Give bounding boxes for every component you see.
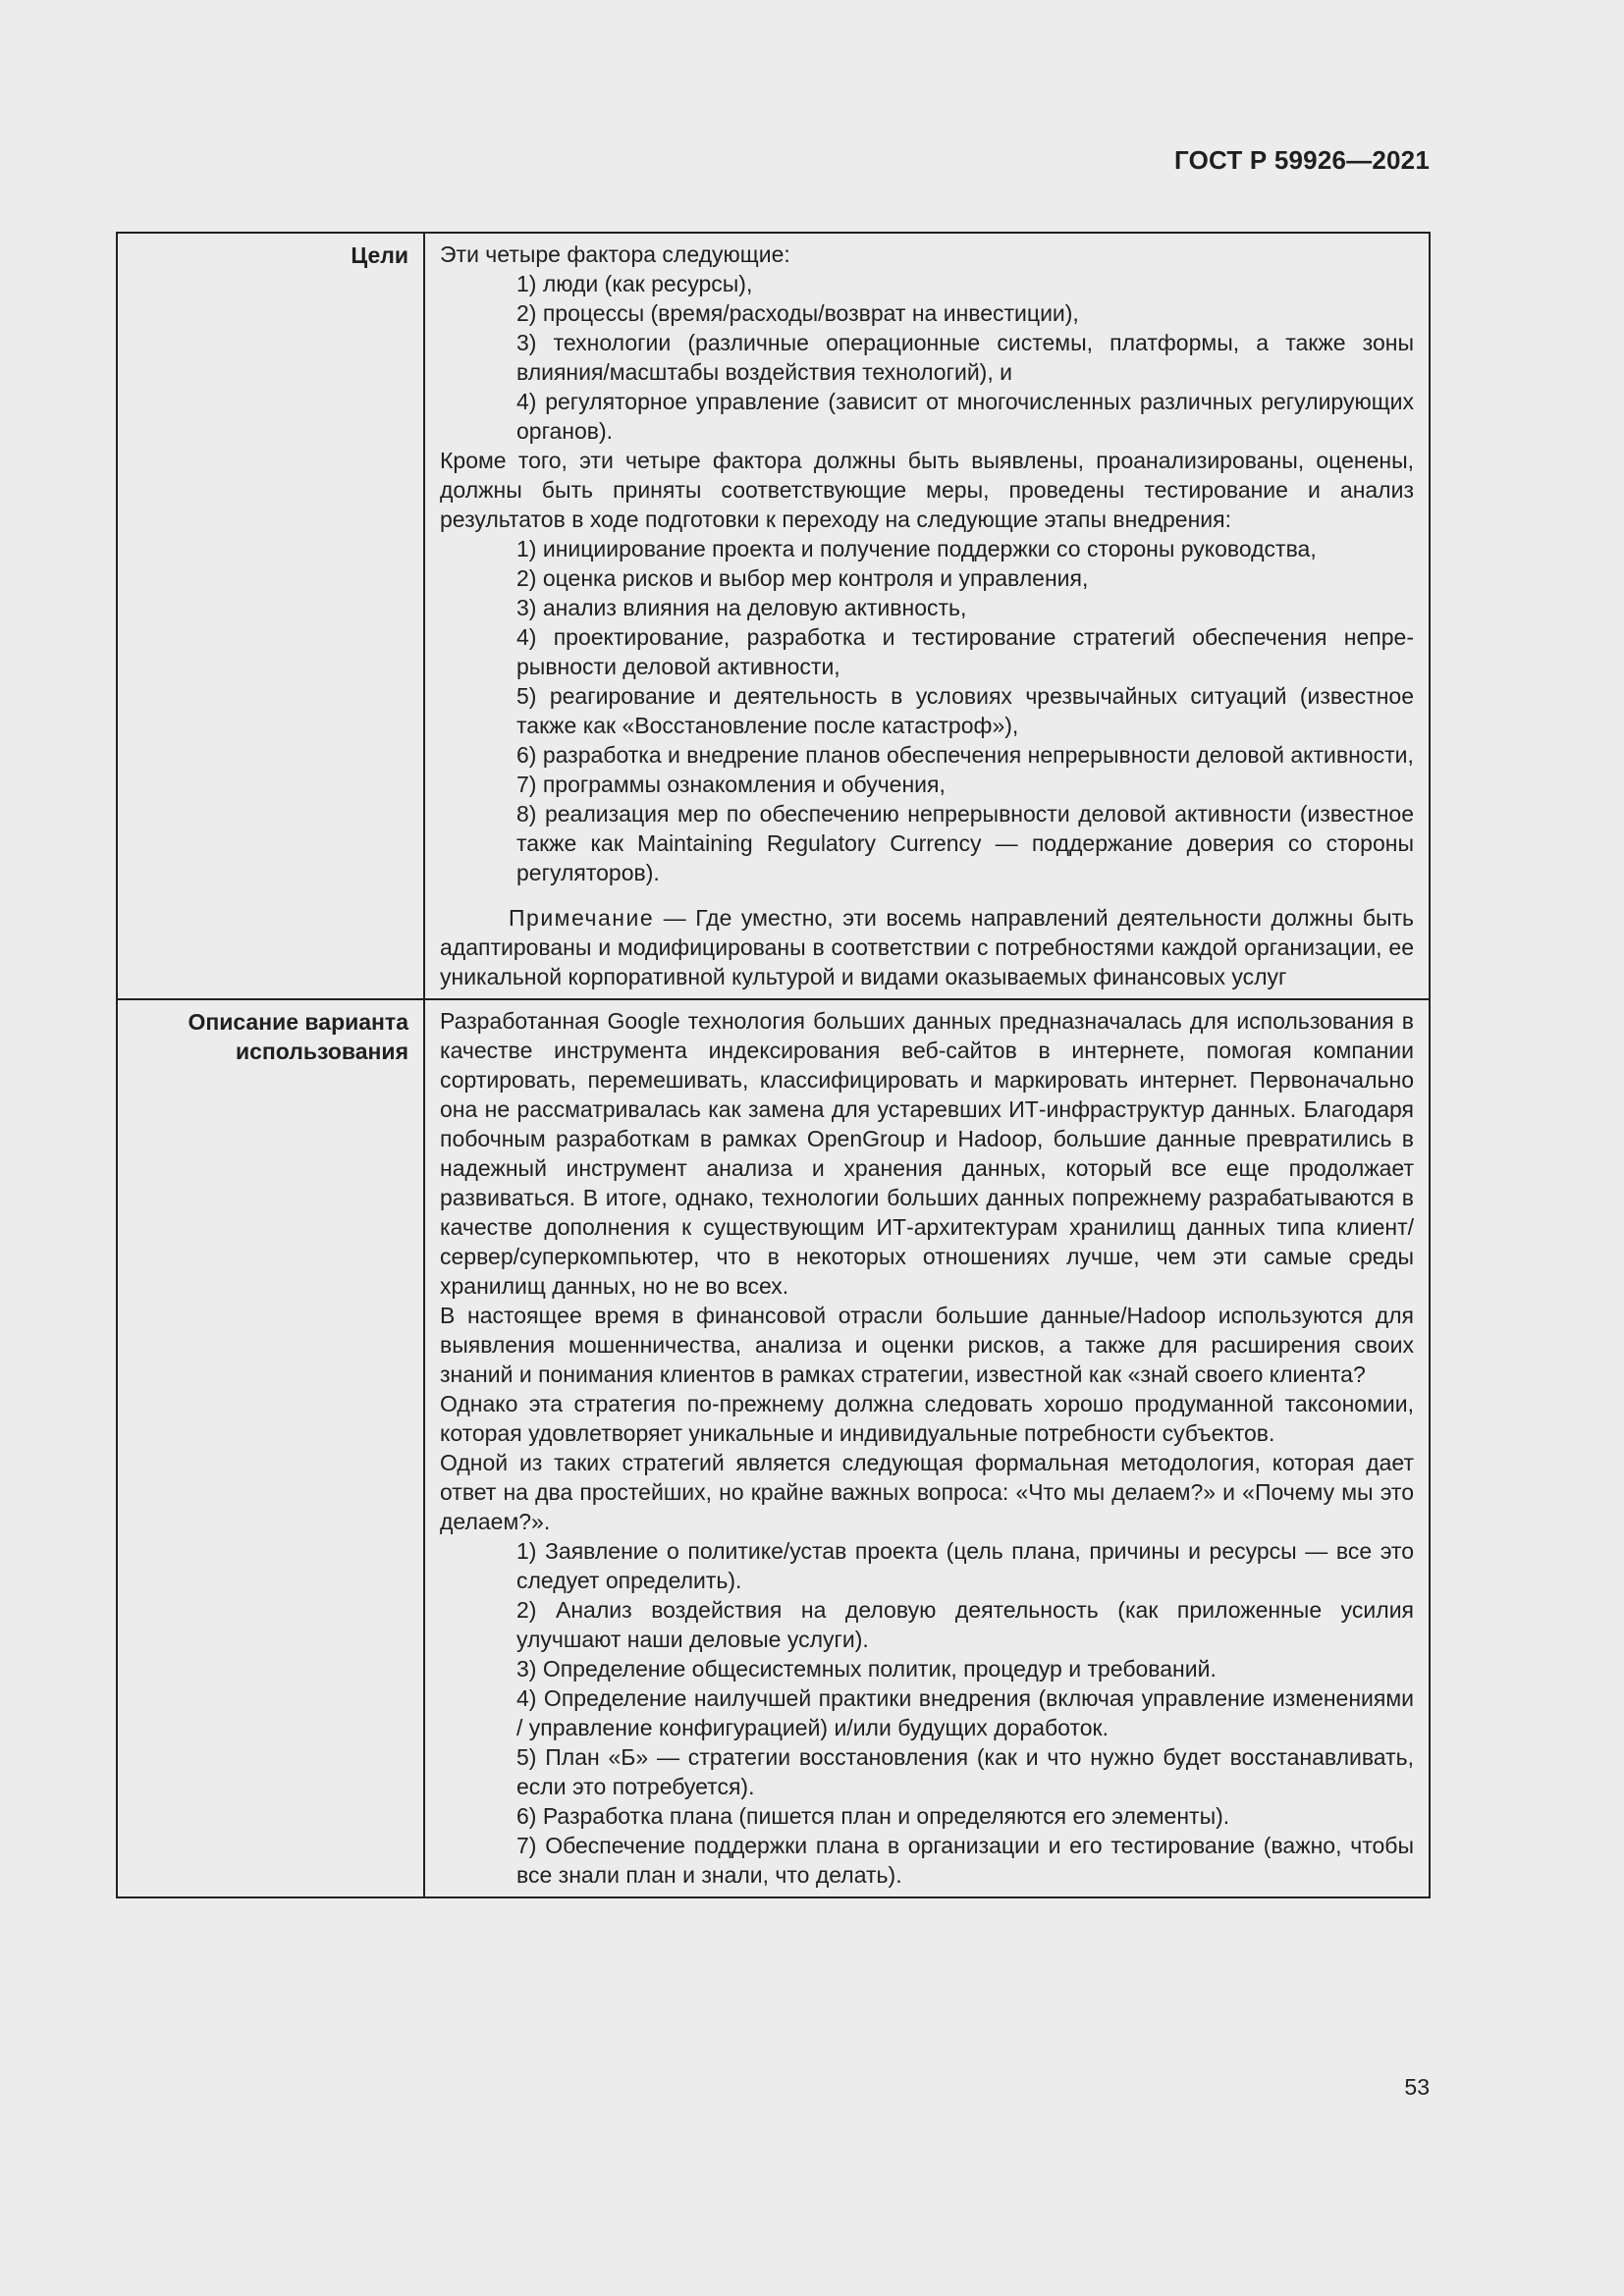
factor-item: 4) регуляторное управление (зависит от многочисленных различных регулирующих органов). bbox=[516, 389, 1414, 444]
stages-intro: Кроме того, эти четыре фактора должны быть выявлены, проанализированы, оценены, должны быть приняты соответствующие меры, проведены тестирование и анализ результатов в ходе подготовки к переходу на следующие этапы внедрения: bbox=[440, 448, 1414, 532]
row-content-goals bbox=[424, 233, 1430, 999]
stage-item: 1) инициирование проекта и получение поддержки со стороны руководства, bbox=[516, 536, 1317, 561]
methodology-step: 6) Разработка плана (пишется план и определяются его элементы). bbox=[516, 1803, 1230, 1829]
use-case-paragraph: Одной из таких стратегий является следующая формальная методология, которая дает ответ на два простейших, но крайне важных вопроса: «Что мы делаем?» и «Почему мы это делаем?». bbox=[440, 1450, 1414, 1534]
row-content-use-case bbox=[424, 999, 1430, 1897]
stage-item: 5) реагирование и деятельность в условиях чрезвычайных ситуаций (известное также как «Восстановление после катастроф»), bbox=[516, 683, 1414, 738]
stage-item: 6) разработка и внедрение планов обеспечения непрерывности деловой активности, bbox=[516, 742, 1414, 768]
specification-table bbox=[116, 232, 1431, 1898]
stage-item: 3) анализ влияния на деловую активность, bbox=[516, 595, 967, 620]
methodology-step: 5) План «Б» — стратегии восстановления (как и что нужно будет восстанавливать, если это потребуется). bbox=[516, 1744, 1414, 1799]
page-number: 53 bbox=[1404, 2074, 1430, 2100]
use-case-paragraph: Однако эта стратегия по-прежнему должна следовать хорошо продуманной таксономии, которая удовлетворяет уникальные и индивидуальные потребности субъектов. bbox=[440, 1391, 1414, 1446]
row-label-goals: Цели bbox=[117, 233, 424, 999]
note-label: Примечание bbox=[509, 905, 655, 931]
factor-item: 1) люди (как ресурсы), bbox=[516, 271, 753, 296]
methodology-step: 7) Обеспечение поддержки плана в организации и его тестирование (важно, чтобы все знали план и знали, что делать). bbox=[516, 1833, 1414, 1888]
methodology-step: 3) Определение общесистемных политик, процедур и требований. bbox=[516, 1656, 1217, 1682]
table-row-use-case bbox=[117, 999, 1430, 1897]
factors-intro: Эти четыре фактора следующие: bbox=[440, 241, 790, 267]
use-case-paragraph: В настоящее время в финансовой отрасли большие данные/Hadoop используются для выявления мошенничества, анализа и оценки рисков, а также для расширения своих знаний и понимания клиентов в рамках стратегии, известной как «знай своего клиента? bbox=[440, 1303, 1414, 1387]
note-paragraph bbox=[440, 903, 1414, 991]
stage-item: 2) оценка рисков и выбор мер контроля и управления, bbox=[516, 565, 1089, 591]
stage-item: 7) программы ознакомления и обучения, bbox=[516, 772, 946, 797]
factor-item: 3) технологии (различные операционные системы, платформы, а также зоны влияния/масштабы воздействия технологий), и bbox=[516, 330, 1414, 385]
stage-item: 4) проектирование, разработка и тестирование стратегий обеспечения непрерывности деловой активности, bbox=[516, 624, 1414, 679]
factor-item: 2) процессы (время/расходы/возврат на инвестиции), bbox=[516, 300, 1079, 326]
methodology-step: 1) Заявление о политике/устав проекта (цель плана, причины и ресурсы — все это следует определить). bbox=[516, 1538, 1414, 1593]
methodology-step: 2) Анализ воздействия на деловую деятельность (как приложенные усилия улучшают наши деловые услуги). bbox=[516, 1597, 1414, 1652]
use-case-paragraph: Разработанная Google технология больших данных предназначалась для использования в качестве инструмента индексирования веб-сайтов в интернете, помогая компании сортировать, перемешивать, классифицировать и маркировать интернет. Первоначально она не рассматривалась как замена для устаревших ИТ-инфраструктур данных. Благодаря побочным разработкам в рамках OpenGroup и Hadoop, большие данные превратились в надежный инструмент анализа и хранения данных, который все еще продолжает развиваться. В итоге, однако, технологии больших данных попрежнему разрабатываются в качестве дополнения к существующим ИТ-архитектурам хранилищ данных типа клиент/сервер/суперкомпьютер, что в некоторых отношениях лучше, чем эти самые среды хранилищ данных, но не во всех. bbox=[440, 1008, 1414, 1299]
document-code: ГОСТ Р 59926—2021 bbox=[1174, 145, 1430, 175]
note-text: — Где уместно, эти восемь направлений деятельности должны быть адаптированы и модифицированы в соответствии с потребностями каждой организации, ее уникальной корпоративной культурой и видами оказываемых финансовых услуг bbox=[440, 905, 1414, 989]
row-label-use-case: Описание варианта использования bbox=[117, 999, 424, 1897]
methodology-step: 4) Определение наилучшей практики внедрения (включая управление изменениями / управление конфигурацией) и/или будущих доработок. bbox=[516, 1685, 1414, 1740]
table-row-goals bbox=[117, 233, 1430, 999]
stage-item: 8) реализация мер по обеспечению непрерывности деловой активности (известное также как Maintaining Regulatory Currency — поддержание доверия со стороны регуляторов). bbox=[516, 801, 1414, 885]
